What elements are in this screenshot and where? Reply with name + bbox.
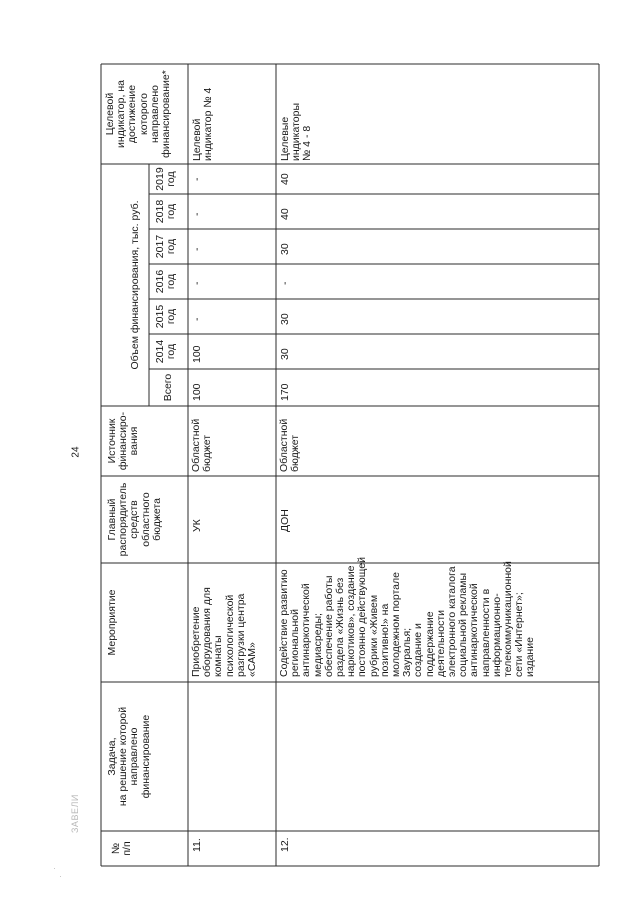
row-11-manager: УК (191, 519, 203, 532)
row-12-source: Областной бюджет (278, 418, 302, 472)
header-source: Источник финансиро- вания (106, 411, 141, 471)
row-11-year-2017: - (191, 247, 203, 251)
page-number: 24 (70, 446, 82, 458)
row-11-total: 100 (191, 383, 203, 401)
row-11-target: Целевой индикатор № 4 (191, 87, 215, 161)
row-12-year-2015: 30 (279, 313, 291, 325)
row-12-event: Содействие развитию региональной антинаркотической медиасреды; обеспечение работы раздела «Жизнь без наркотиков», создание постоянно действующей рубрики «Живем позитивно!» на молодежном портале Зауралья; создание и поддержание деятельности электронного каталога социальной рекламы антинаркотической направленности в информационно- телекоммуникационной сети «Интернет»; издание (278, 557, 537, 677)
row-11-year-2018: - (191, 212, 203, 216)
row-11-source: Областной бюджет (190, 418, 214, 472)
header-year-2017: 2017 год (154, 234, 178, 259)
scan-artifact: ЗАВЕЛИ (70, 794, 80, 833)
header-year-2014: 2014 год (154, 339, 178, 364)
row-12-year-2019: 40 (279, 173, 291, 185)
row-12-year-2018: 40 (279, 208, 291, 220)
row-12-year-2017: 30 (279, 243, 291, 255)
header-num: № п/п (110, 841, 134, 856)
header-year-2016: 2016 год (154, 269, 178, 294)
row-11-year-2016: - (191, 281, 203, 285)
header-target: Целевой индикатор, на достижение которого направлено финансирование* (104, 70, 173, 158)
row-11-year-2015: - (191, 317, 203, 321)
header-volume: Объем финансирования, тыс. руб. (129, 200, 141, 370)
row-12-manager: ДОН (279, 509, 291, 532)
row-12-total: 170 (279, 383, 291, 401)
header-year-2018: 2018 год (154, 199, 178, 224)
row-11-num: 11. (191, 838, 203, 852)
header-year-2015: 2015 год (154, 304, 178, 329)
header-total: Всего (162, 373, 174, 402)
header-event: Мероприятие (106, 589, 118, 656)
row-12-year-2014: 30 (279, 348, 291, 360)
row-12-target: Целевые индикаторы № 4 - 8 (279, 102, 314, 161)
row-11-event: Приобретение оборудования для комнаты психологической разгрузки центра «САМ» (190, 587, 259, 677)
header-manager: Главный распорядитель средств областного бюджета (106, 482, 163, 557)
row-11-year-2014: 100 (191, 345, 203, 363)
row-11-year-2019: - (191, 177, 203, 181)
row-12-year-2016: - (279, 281, 291, 285)
row-12-num: 12. (279, 837, 291, 852)
header-task: Задача, на решение которой направлено финансирование (106, 706, 152, 807)
header-year-2019: 2019 год (154, 167, 178, 191)
